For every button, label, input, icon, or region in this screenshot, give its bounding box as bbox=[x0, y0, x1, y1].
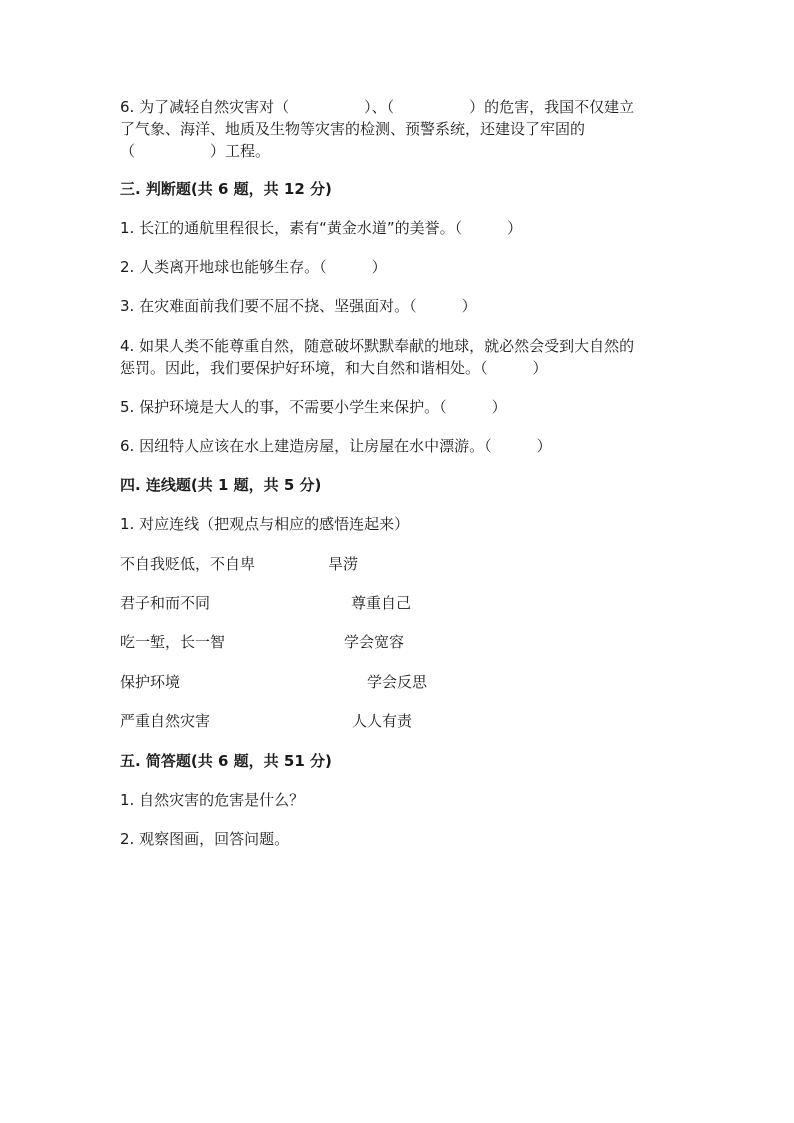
section3-title: 三. 判断题(共 6 题，共 12 分) bbox=[120, 180, 332, 198]
match-right-1: 旱涝 bbox=[328, 555, 359, 573]
section3-item-4-line-1: 4. 如果人类不能尊重自然，随意破坏默默奉献的地球，就必然会受到大自然的 bbox=[120, 337, 635, 355]
section3-item-3: 3. 在灾难面前我们要不屈不挠、坚强面对。（ ） bbox=[120, 297, 477, 315]
match-left-1: 不自我贬低，不自卑 bbox=[120, 555, 256, 573]
section5-item-1: 1. 自然灾害的危害是什么？ bbox=[120, 791, 305, 809]
match-right-3: 学会宽容 bbox=[344, 633, 405, 651]
section3-item-5: 5. 保护环境是大人的事，不需要小学生来保护。（ ） bbox=[120, 398, 507, 416]
match-left-5: 严重自然灾害 bbox=[120, 712, 211, 730]
section3-item-6: 6. 因纽特人应该在水上建造房屋，让房屋在水中漂游。（ ） bbox=[120, 437, 552, 455]
section4-question: 1. 对应连线（把观点与相应的感悟连起来） bbox=[120, 515, 410, 533]
section3-item-1: 1. 长江的通航里程很长，素有“黄金水道”的美誉。（ ） bbox=[120, 219, 523, 237]
match-left-2: 君子和而不同 bbox=[120, 594, 211, 612]
section4-title: 四. 连线题(共 1 题，共 5 分) bbox=[120, 476, 322, 494]
section3-item-2: 2. 人类离开地球也能够生存。（ ） bbox=[120, 258, 387, 276]
section3-item-4-line-2: 惩罚。因此，我们要保护好环境，和大自然和谐相处。（ ） bbox=[120, 359, 548, 377]
section5-title: 五. 简答题(共 6 题，共 51 分) bbox=[120, 752, 332, 770]
match-right-5: 人人有责 bbox=[352, 712, 413, 730]
match-left-3: 吃一堑，长一智 bbox=[120, 633, 226, 651]
q6-line-3: （ ）工程。 bbox=[120, 142, 271, 160]
q6-line-1: 6. 为了减轻自然灾害对（ ）、（ ）的危害，我国不仅建立 bbox=[120, 98, 635, 116]
match-right-2: 尊重自己 bbox=[351, 594, 412, 612]
section5-item-2: 2. 观察图画，回答问题。 bbox=[120, 830, 290, 848]
match-right-4: 学会反思 bbox=[367, 673, 428, 691]
match-left-4: 保护环境 bbox=[120, 673, 181, 691]
q6-line-2: 了气象、海洋、地质及生物等灾害的检测、预警系统，还建设了牢固的 bbox=[120, 120, 586, 138]
